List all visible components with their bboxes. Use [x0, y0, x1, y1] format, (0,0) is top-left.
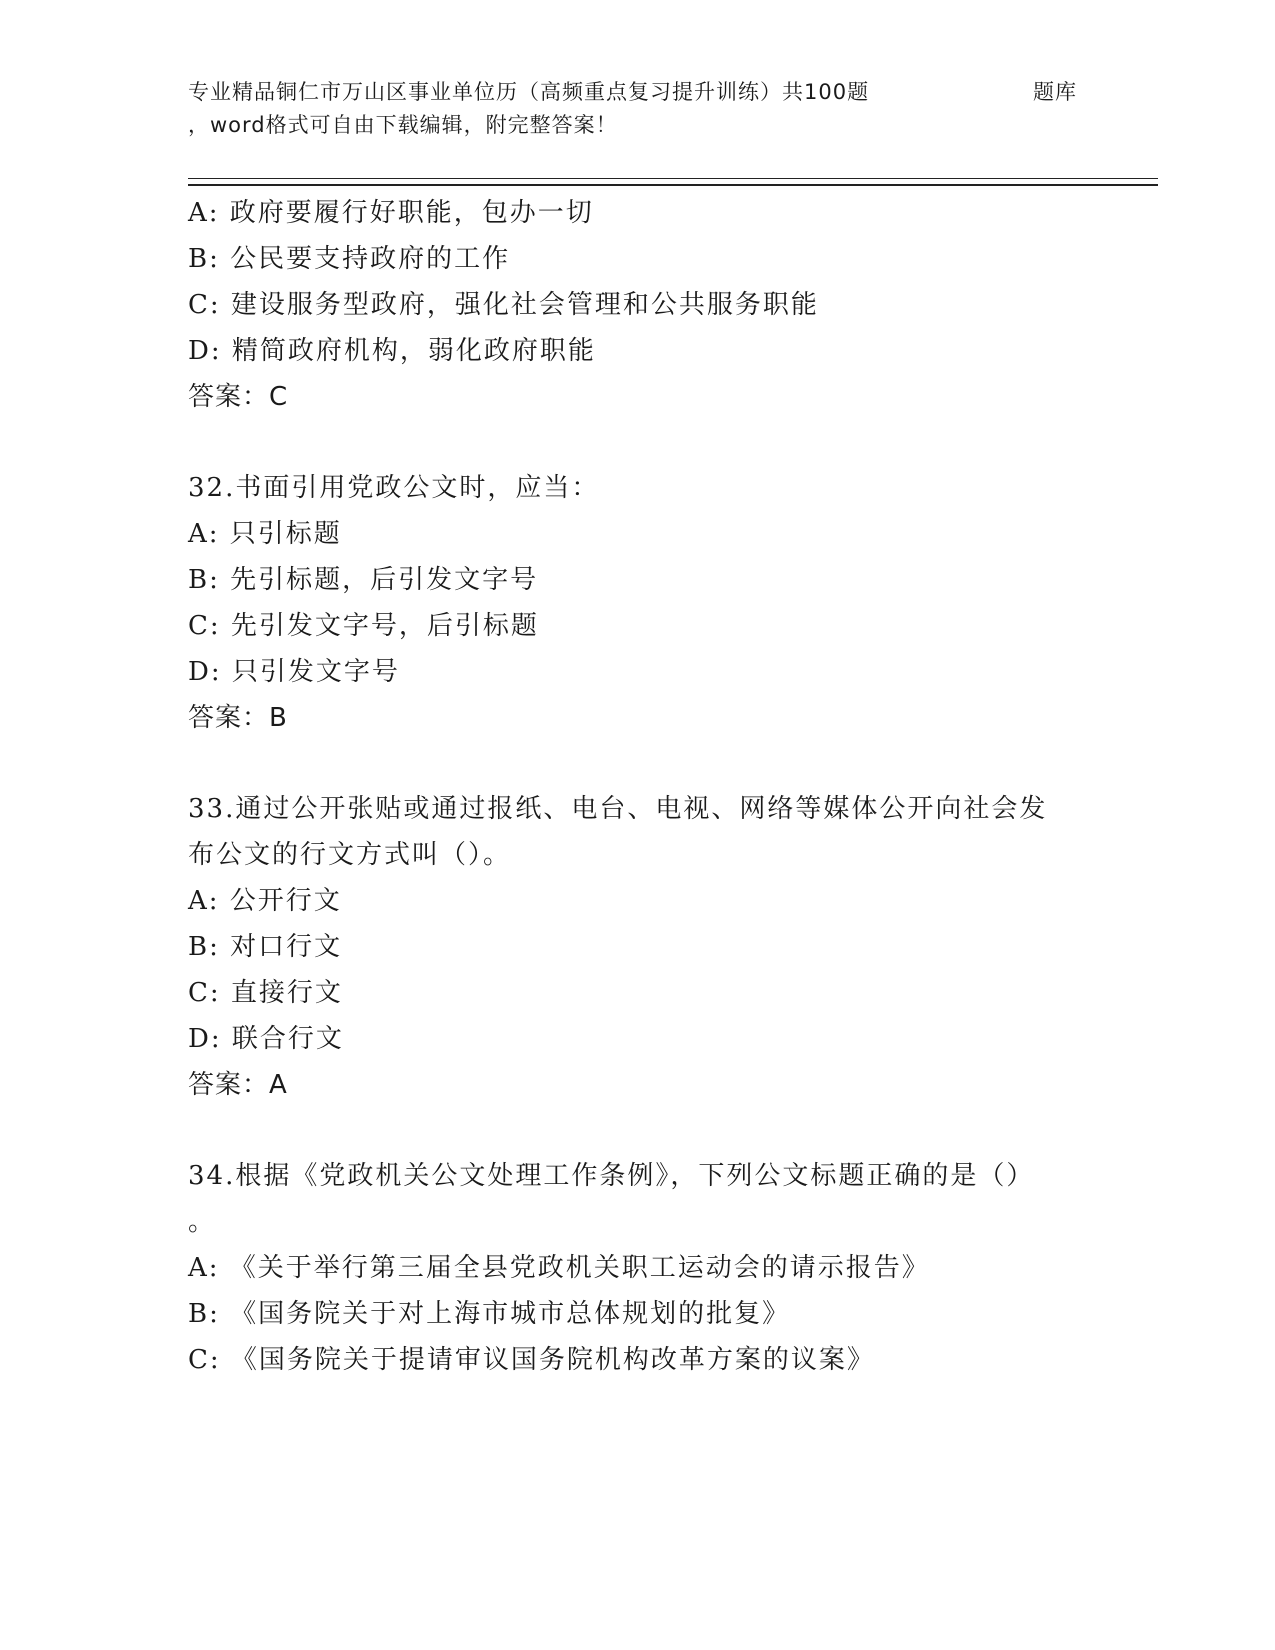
option-a: A: 只引标题 — [188, 519, 342, 549]
option-b: B: 对口行文 — [188, 932, 343, 962]
document-header — [188, 76, 1088, 142]
option-b: B: 先引标题，后引发文字号 — [188, 565, 539, 595]
question-block-34 — [188, 1153, 1088, 1383]
question-block-33 — [188, 786, 1088, 1108]
option-a: A: 《关于举行第三届全县党政机关职工运动会的请示报告》 — [188, 1253, 930, 1283]
option-a: A: 政府要履行好职能，包办一切 — [188, 198, 594, 228]
option-c: C: 先引发文字号，后引标题 — [188, 611, 539, 641]
question-stem: 32.书面引用党政公文时，应当： — [188, 473, 600, 503]
question-stem-line-2: 布公文的行文方式叫（）。 — [188, 840, 512, 870]
spacer — [188, 741, 1088, 786]
header-line-1 — [188, 76, 1088, 109]
option-c: C: 建设服务型政府，强化社会管理和公共服务职能 — [188, 290, 819, 320]
header-line-2: ，word格式可自由下载编辑，附完整答案！ — [188, 113, 618, 137]
option-b: B: 《国务院关于对上海市城市总体规划的批复》 — [188, 1299, 791, 1329]
question-stem-line-2: 。 — [188, 1207, 217, 1237]
header-title: 专业精品铜仁市万山区事业单位历（高频重点复习提升训练）共100题 — [188, 80, 870, 104]
question-block-previous — [188, 190, 1088, 420]
answer-line: 答案：A — [188, 1070, 288, 1100]
option-c: C: 《国务院关于提请审议国务院机构改革方案的议案》 — [188, 1345, 875, 1375]
option-d: D: 精简政府机构，弱化政府职能 — [188, 336, 596, 366]
spacer — [188, 420, 1088, 465]
question-stem-line-1: 33.通过公开张贴或通过报纸、电台、电视、网络等媒体公开向社会发 — [188, 794, 1048, 824]
option-a: A: 公开行文 — [188, 886, 342, 916]
option-d: D: 只引发文字号 — [188, 657, 400, 687]
option-d: D: 联合行文 — [188, 1024, 344, 1054]
option-c: C: 直接行文 — [188, 978, 343, 1008]
option-b: B: 公民要支持政府的工作 — [188, 244, 511, 274]
question-content — [188, 190, 1088, 1383]
header-tag: 题库 — [1033, 80, 1077, 104]
question-block-32 — [188, 465, 1088, 741]
spacer — [188, 1108, 1088, 1153]
question-stem-line-1: 34.根据《党政机关公文处理工作条例》，下列公文标题正确的是（） — [188, 1161, 1035, 1191]
answer-line: 答案：C — [188, 382, 289, 412]
header-divider — [188, 178, 1158, 186]
answer-line: 答案：B — [188, 703, 288, 733]
